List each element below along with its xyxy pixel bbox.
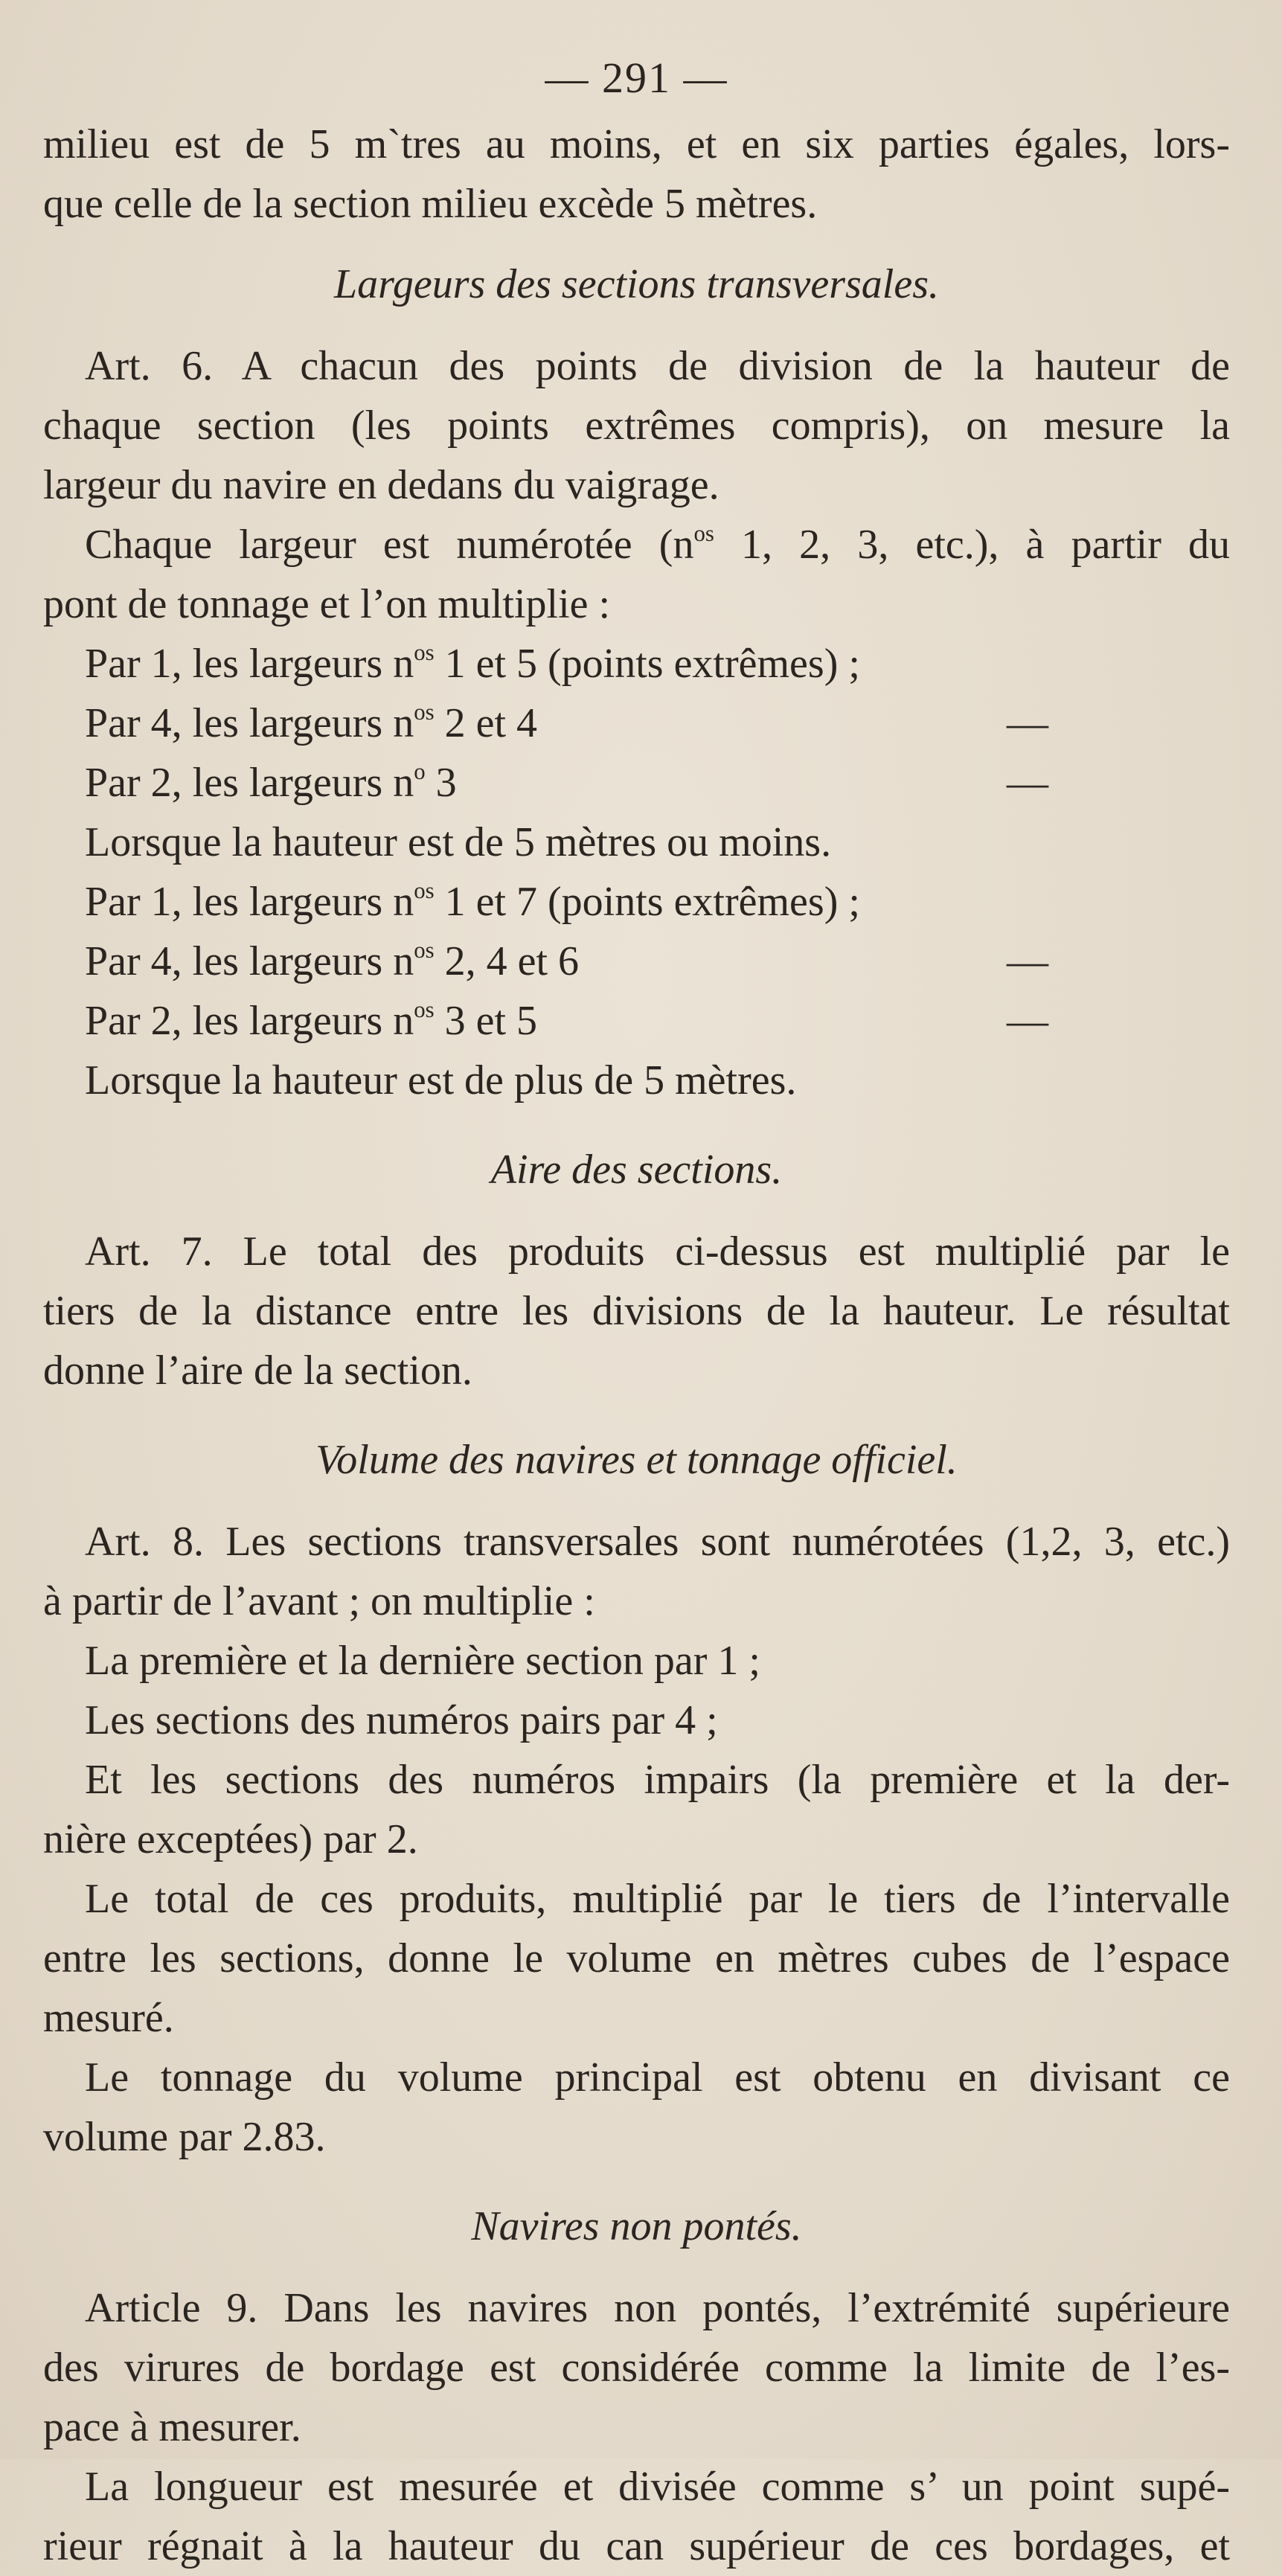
text-line: Le tonnage du volume principal est obtenu en divisant ce — [85, 2054, 1230, 2101]
text-line: La première et la dernière section par 1 ; — [85, 1638, 760, 1684]
rule-line: Par 4, les largeurs $n^{os}$ 2 et 4 — — [85, 699, 1048, 746]
text-line: que celle de la section milieu excède 5 mètres. — [43, 181, 818, 227]
heading-aire: Aire des sections. — [490, 1147, 783, 1193]
text-line: entre les sections, donne le volume en mètres cubes de l’espace — [43, 1935, 1230, 1981]
text-line: Article 9. Dans les navires non pontés, l’extrémité supérieure — [85, 2285, 1230, 2331]
heading-non-pontes: Navires non pontés. — [471, 2203, 802, 2249]
article-6 — [43, 336, 1230, 1110]
article-9 — [43, 2278, 1230, 2576]
text-line: Les sections des numéros pairs par 4 ; — [85, 1697, 718, 1743]
heading-largeurs: Largeurs des sections transversales. — [333, 261, 939, 307]
text-line: mesuré. — [43, 1995, 174, 2041]
rule-line: Par 2, les largeurs $n^o$ 3 — — [85, 758, 1048, 806]
article-7 — [43, 1222, 1230, 1400]
text-line: Et les sections des numéros impairs (la première et la der- — [85, 1757, 1230, 1803]
text-line: Le total de ces produits, multiplié par le tiers de l’intervalle — [85, 1876, 1230, 1922]
text-line: donne l’aire de la section. — [43, 1348, 472, 1394]
heading-volume: Volume des navires et tonnage officiel. — [315, 1437, 958, 1483]
text-line: à partir de l’avant ; on multiplie : — [43, 1578, 595, 1624]
text-line: La longueur est mesurée et divisée comme s’ un point supé- — [85, 2464, 1230, 2510]
rule-line: Par 1, les largeurs $n^{os}$ 1 et 7 (points extrêmes) ; — [85, 877, 860, 925]
text-line: Chaque largeur est numérotée ($n^{os}$ 1, 2, 3, etc.), à partir du — [85, 520, 1230, 568]
text-line: volume par 2.83. — [43, 2114, 326, 2160]
text-line: Art. 7. Le total des produits ci-dessus est multiplié par le — [85, 1228, 1230, 1275]
text-line: Art. 6. A chacun des points de division de la hauteur de — [85, 343, 1230, 389]
text-line: tiers de la distance entre les divisions de la hauteur. Le résultat — [43, 1288, 1230, 1334]
rule-line: Par 2, les largeurs $n^{os}$ 3 et 5 — — [85, 996, 1048, 1044]
page-number: — 291 — — [545, 54, 728, 102]
rule-line: Par 4, les largeurs $n^{os}$ 2, 4 et 6 — — [85, 937, 1048, 984]
text-line: largeur du navire en dedans du vaigrage. — [43, 462, 719, 508]
text-line: nière exceptées) par 2. — [43, 1816, 418, 1862]
article-8 — [43, 1512, 1230, 2167]
text-line: des virures de bordage est considérée comme la limite de l’es- — [43, 2345, 1230, 2391]
text-line: pont de tonnage et l’on multiplie : — [43, 581, 611, 627]
text-line: rieur régnait à la hauteur du can supérieur de ces bordages, et — [43, 2523, 1230, 2569]
text-line: Lorsque la hauteur est de 5 mètres ou moins. — [85, 819, 832, 865]
text-line: pace à mesurer. — [43, 2404, 301, 2450]
rule-line: Par 1, les largeurs $n^{os}$ 1 et 5 (points extrêmes) ; — [85, 639, 860, 687]
text-line: milieu est de 5 m`tres au moins, et en six parties égales, lors- — [43, 121, 1230, 167]
text-line: Lorsque la hauteur est de plus de 5 mètres. — [85, 1057, 797, 1103]
intro-paragraph — [43, 115, 1230, 234]
text-line: Art. 8. Les sections transversales sont numérotées (1,2, 3, etc.) — [85, 1519, 1230, 1565]
text-line: chaque section (les points extrêmes compris), on mesure la — [43, 403, 1230, 449]
